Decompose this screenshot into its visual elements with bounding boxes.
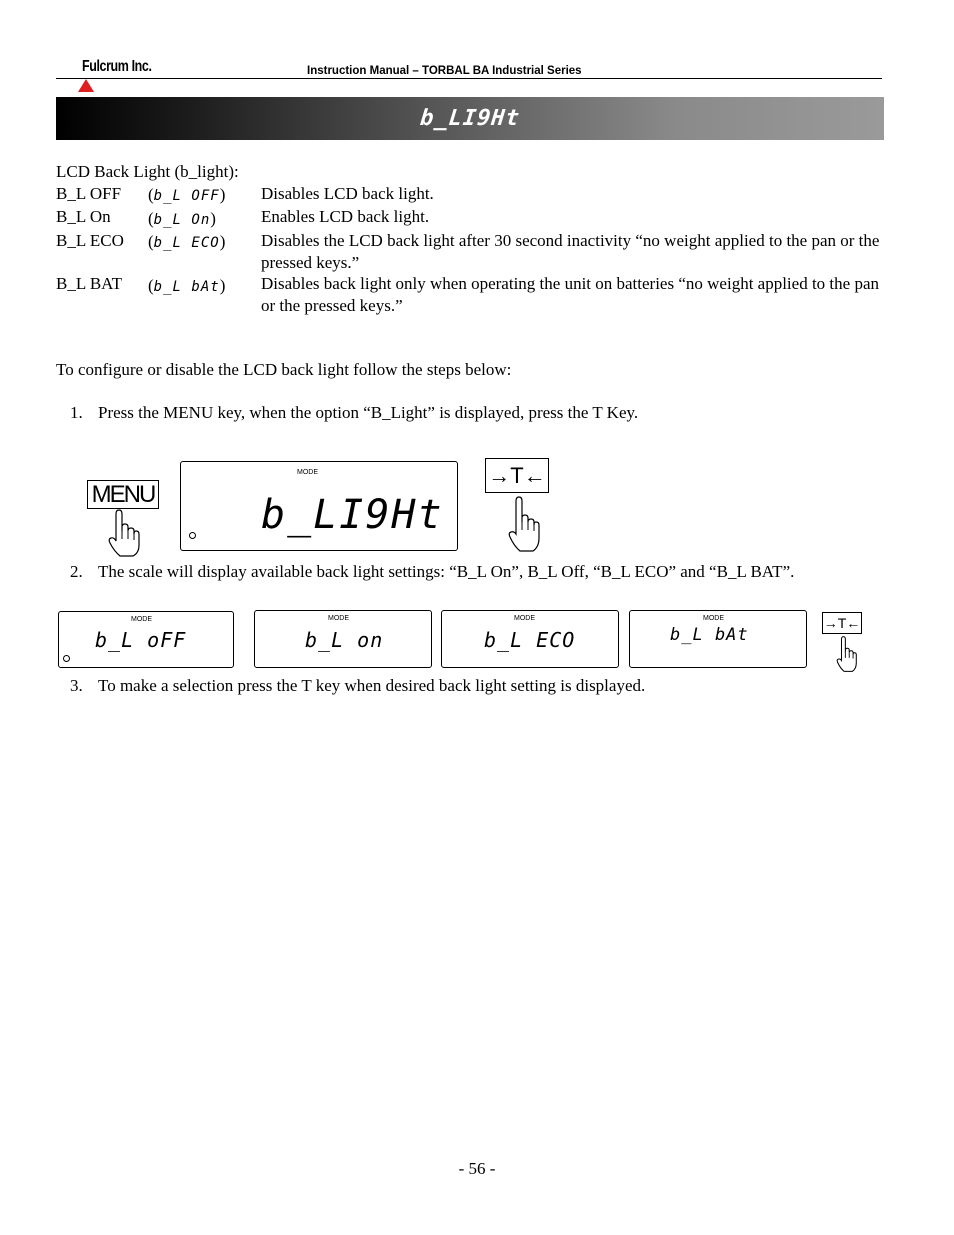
option-name: B_L BAT (56, 274, 122, 293)
tare-key[interactable]: →T← (822, 612, 862, 634)
step-number: 1. (70, 403, 83, 422)
lcd-readout: b_L on (305, 628, 384, 652)
pointing-hand-icon (506, 496, 540, 552)
mode-label: MODE (703, 615, 724, 622)
option-code: (b_L On) (148, 209, 216, 228)
step-text: Press the MENU key, when the option “B_Light” is displayed, press the T Key. (98, 403, 639, 422)
step-text: The scale will display available back light settings: “B_L On”, B_L Off, “B_L ECO” and “B_L BAT”. (98, 562, 795, 581)
logo-triangle-icon (78, 79, 94, 92)
header-title: Instruction Manual – TORBAL BA Industrial Series (307, 65, 582, 77)
option-description: Disables back light only when operating the unit on batteries “no weight applied to the pan or the pressed keys.” (261, 274, 879, 315)
lcd-readout: b_L bAt (670, 625, 749, 645)
mode-label: MODE (131, 616, 152, 623)
pointing-hand-icon (834, 636, 858, 672)
option-name: B_L On (56, 207, 111, 226)
mode-label: MODE (297, 469, 318, 476)
lcd-display (441, 610, 619, 668)
option-description: Disables LCD back light. (261, 184, 434, 203)
lcd-readout: b_LI9Ht (261, 492, 444, 538)
option-code: (b_L bAt) (148, 276, 226, 295)
option-name: B_L ECO (56, 231, 124, 250)
lcd-readout: b_L ECO (484, 628, 576, 652)
option-code: (b_L ECO) (148, 232, 226, 251)
intro-text: LCD Back Light (b_light): (56, 162, 239, 181)
option-name: B_L OFF (56, 184, 122, 203)
lcd-readout: b_L oFF (95, 628, 187, 652)
option-description: Enables LCD back light. (261, 207, 430, 226)
lcd-display (180, 461, 458, 551)
section-banner (56, 97, 884, 140)
mode-label: MODE (514, 615, 535, 622)
lcd-display (58, 611, 234, 668)
company-logo: Fulcrum Inc. (82, 58, 152, 75)
menu-key[interactable]: MENU (87, 480, 159, 509)
lcd-display (629, 610, 807, 668)
option-description: Disables the LCD back light after 30 second inactivity “no weight applied to the pan or the pressed keys.” (261, 231, 880, 272)
section-title: b_LI9Ht (418, 106, 522, 131)
page-number: - 56 - (458, 1159, 496, 1178)
pointing-hand-icon (106, 509, 140, 557)
mode-label: MODE (328, 615, 349, 622)
step-number: 2. (70, 562, 83, 581)
tare-key[interactable]: →T← (485, 458, 549, 493)
step-number: 3. (70, 676, 83, 695)
option-code: (b_L OFF) (148, 185, 226, 204)
step-text: To make a selection press the T key when desired back light setting is displayed. (98, 676, 646, 695)
indicator-dot (63, 655, 70, 662)
indicator-dot (189, 532, 196, 539)
header-divider (56, 78, 882, 79)
lcd-display (254, 610, 432, 668)
instructions-text: To configure or disable the LCD back light follow the steps below: (56, 360, 512, 379)
